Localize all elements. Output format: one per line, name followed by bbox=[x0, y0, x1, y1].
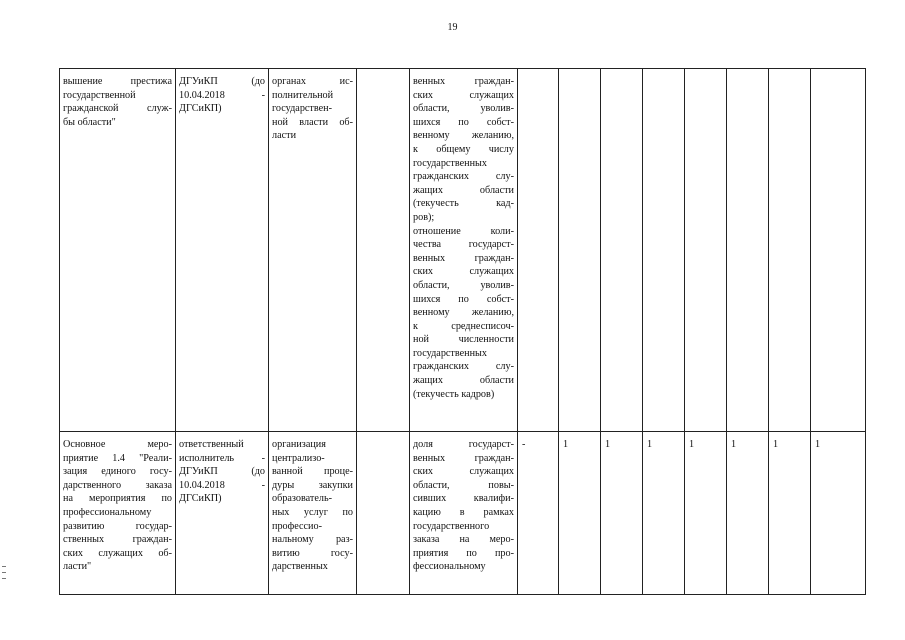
cell-text-line: ной власти об- bbox=[272, 116, 353, 128]
cell-text-line: области, уволив- bbox=[413, 279, 514, 291]
cell-text-line: профессио- bbox=[272, 520, 322, 532]
table-cell-value bbox=[811, 69, 866, 432]
cell-text-line: венных граждан- bbox=[413, 76, 514, 87]
cell-text-line: образователь- bbox=[272, 493, 332, 505]
cell-text-line: венному желанию, bbox=[413, 307, 514, 319]
cell-text-line: зация единого госу- bbox=[63, 466, 172, 478]
cell-text-line: доля государст- bbox=[413, 439, 514, 450]
cell-text-line: венных граждан- bbox=[413, 252, 514, 264]
table-cell-value: 1 bbox=[769, 432, 811, 595]
cell-text-line: на мероприятия по bbox=[63, 493, 172, 505]
cell-text-line: государственных bbox=[413, 347, 487, 359]
cell-text-line: организация bbox=[272, 439, 326, 450]
cell-text-line: дуры закупки bbox=[272, 479, 353, 491]
cell-text-line: приятие 1.4 "Реали- bbox=[63, 452, 172, 464]
table-cell-col2 bbox=[176, 432, 269, 595]
cell-text-line: кацию в рамках bbox=[413, 506, 514, 518]
cell-text-line: 10.04.2018 - bbox=[179, 89, 265, 101]
cell-text-line: шихся по собст- bbox=[413, 293, 514, 305]
cell-text-line: венных граждан- bbox=[413, 452, 514, 464]
cell-text-line: ров); bbox=[413, 211, 435, 223]
table-cell-value: 1 bbox=[559, 432, 601, 595]
cell-text-line: области, повы- bbox=[413, 479, 514, 491]
cell-text-line: ласти" bbox=[63, 561, 92, 573]
cell-text-line: ДГСиКП) bbox=[179, 103, 222, 115]
cell-text-line: ских служащих bbox=[413, 89, 514, 101]
table-cell-col3 bbox=[269, 432, 357, 595]
cell-text-line: полнительной bbox=[272, 89, 334, 101]
cell-text-line: бы области" bbox=[63, 116, 116, 128]
table-cell-col4 bbox=[357, 69, 410, 432]
cell-text-line: исполнитель - bbox=[179, 452, 265, 464]
table-cell-value bbox=[769, 69, 811, 432]
cell-text-line: нальному раз- bbox=[272, 534, 353, 546]
cell-text-line: органах ис- bbox=[272, 76, 353, 87]
table-cell-value: 1 bbox=[811, 432, 866, 595]
table-cell-col5 bbox=[410, 69, 518, 432]
page-number: 19 bbox=[447, 22, 458, 33]
table-cell-value bbox=[727, 69, 769, 432]
cell-text-line: ДГУиКП (до bbox=[179, 76, 265, 87]
cell-text-line: отношение коли- bbox=[413, 225, 514, 237]
margin-marks bbox=[2, 566, 6, 584]
table-cell-value: 1 bbox=[685, 432, 727, 595]
cell-text-line: ответственный bbox=[179, 439, 244, 450]
cell-text-line: к общему числу bbox=[413, 143, 514, 155]
cell-text-line: Основное меро- bbox=[63, 439, 172, 450]
cell-text-line: фессиональному bbox=[413, 561, 486, 573]
cell-text-line: (текучесть кад- bbox=[413, 198, 514, 210]
cell-text-line: ласти bbox=[272, 130, 297, 142]
table-cell-value bbox=[518, 69, 559, 432]
cell-text-line: государствен- bbox=[272, 103, 332, 115]
cell-text-line: 10.04.2018 - bbox=[179, 479, 265, 491]
cell-text-line: ских служащих об- bbox=[63, 547, 172, 559]
table-cell-col3 bbox=[269, 69, 357, 432]
cell-text-line: государственной bbox=[63, 89, 136, 101]
cell-text-line: централизо- bbox=[272, 452, 325, 464]
cell-text-line: (текучесть кадров) bbox=[413, 388, 495, 400]
cell-text-line: профессиональному bbox=[63, 506, 152, 518]
cell-text-line: гражданских слу- bbox=[413, 171, 514, 183]
table-row bbox=[60, 69, 866, 432]
table-cell-col4 bbox=[357, 432, 410, 595]
table-cell-value bbox=[559, 69, 601, 432]
table-cell-col5 bbox=[410, 432, 518, 595]
table-cell-value: - bbox=[518, 432, 559, 595]
cell-text-line: венному желанию, bbox=[413, 130, 514, 142]
cell-text-line: приятия по про- bbox=[413, 547, 514, 559]
table-cell-value bbox=[643, 69, 685, 432]
table-cell-value: 1 bbox=[643, 432, 685, 595]
cell-text-line: заказа на меро- bbox=[413, 534, 514, 546]
cell-text-line: шихся по собст- bbox=[413, 116, 514, 128]
cell-text-line: ДГСиКП) bbox=[179, 493, 222, 505]
cell-text-line: сивших квалифи- bbox=[413, 493, 514, 505]
cell-text-line: жащих области bbox=[413, 184, 514, 196]
table-cell-value bbox=[601, 69, 643, 432]
cell-text-line: государственных bbox=[413, 157, 487, 169]
cell-text-line: дарственных bbox=[272, 561, 328, 573]
cell-text-line: чества государст- bbox=[413, 239, 514, 251]
cell-text-line: жащих области bbox=[413, 375, 514, 387]
cell-text-line: к среднесписоч- bbox=[413, 320, 514, 332]
cell-text-line: вышение престижа bbox=[63, 76, 172, 87]
cell-text-line: дарственного заказа bbox=[63, 479, 172, 491]
table-cell-col2 bbox=[176, 69, 269, 432]
table-cell-value bbox=[685, 69, 727, 432]
cell-text-line: гражданской служ- bbox=[63, 103, 172, 115]
indicator-table bbox=[59, 68, 866, 595]
cell-text-line: ских служащих bbox=[413, 466, 514, 478]
cell-text-line: ских служащих bbox=[413, 266, 514, 278]
cell-text-line: гражданских слу- bbox=[413, 361, 514, 373]
table-row bbox=[60, 432, 866, 595]
cell-text-line: ственных граждан- bbox=[63, 534, 172, 546]
table-cell-value: 1 bbox=[601, 432, 643, 595]
cell-text-line: ДГУиКП (до bbox=[179, 466, 265, 478]
cell-text-line: ной численности bbox=[413, 334, 514, 346]
cell-text-line: области, уволив- bbox=[413, 103, 514, 115]
cell-text-line: витию госу- bbox=[272, 547, 353, 559]
cell-text-line: ванной проце- bbox=[272, 466, 353, 478]
cell-text-line: государственного bbox=[413, 520, 490, 532]
table-cell-col1 bbox=[60, 432, 176, 595]
table-cell-value: 1 bbox=[727, 432, 769, 595]
cell-text-line: ных услуг по bbox=[272, 506, 353, 518]
cell-text-line: развитию государ- bbox=[63, 520, 172, 532]
table-cell-col1 bbox=[60, 69, 176, 432]
